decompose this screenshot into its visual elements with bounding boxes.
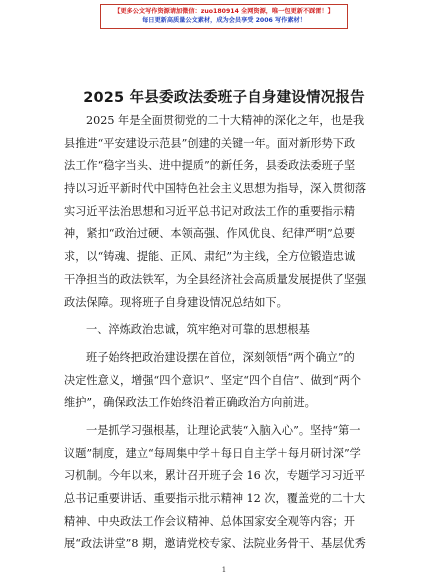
text-line: 县推进“平安建设示范县”创建的关键一年。面对新形势下政 <box>64 136 356 150</box>
paragraph-study <box>64 420 386 556</box>
text-line: 习机制。今年以来，累计召开班子会 16 次，专题学习习近平 <box>64 469 366 483</box>
document-body <box>64 110 386 556</box>
section-heading <box>64 319 386 342</box>
section-heading-text: 一、淬炼政治忠诚，筑牢绝对可靠的思想根基 <box>86 323 310 337</box>
text-line: 展“政法讲堂”8 期，邀请党校专家、法院业务骨干、基层优秀 <box>64 537 366 551</box>
text-line: 精神、中央政法工作会议精神、总体国家安全观等内容；开 <box>64 514 355 528</box>
text-line: 干净担当的政法铁军，为全县经济社会高质量发展提供了坚强 <box>64 272 367 286</box>
paragraph-political <box>64 347 386 415</box>
text-line: 求，以“铸魂、提能、正风、肃纪”为主线，全方位锻造忠诚 <box>64 250 356 264</box>
text-line: 一是抓学习强根基，让理论武装“入脑入心”。坚持“第一 <box>86 423 361 437</box>
text-line: 班子始终把政治建设摆在首位，深刻领悟“两个确立”的 <box>86 350 355 364</box>
paragraph-intro <box>64 110 386 314</box>
promo-banner-line-2: 每日更新高质量公文素材，成为会员享受 2006 写作素材！ <box>142 17 306 24</box>
text-line: 总书记重要讲话、重要指示批示精神 12 次，覆盖党的二十大 <box>64 492 366 505</box>
text-line: 维护”，确保政法工作始终沿着正确政治方向前进。 <box>64 396 316 410</box>
page-number: 1 <box>221 566 227 574</box>
text-line: 持以习近平新时代中国特色社会主义思想为指导，深入贯彻落 <box>64 182 367 196</box>
text-line: 政法保障。现将班子自身建设情况总结如下。 <box>64 295 288 309</box>
text-line: 决定性意义，增强“四个意识”、坚定“四个自信”、做到“两个 <box>64 373 362 387</box>
text-line: 议题”制度，建立“每周集中学＋每日自主学＋每月研讨深”学 <box>64 446 361 460</box>
document-title: 2025 年县委政法委班子自身建设情况报告 <box>83 90 365 106</box>
text-line: 实习近平法治思想和习近平总书记对政法工作的重要指示精 <box>64 204 355 218</box>
promo-banner <box>100 4 348 29</box>
text-line: 神，紧扣“政治过硬、本领高强、作风优良、纪律严明”总要 <box>64 227 356 241</box>
text-line: 2025 年是全面贯彻党的二十大精神的深化之年，也是我 <box>86 114 365 127</box>
promo-banner-line-1: 【更多公文写作资源请加微信：zuo180914 全网资源，唯一包更新不踩雷！】 <box>114 8 334 15</box>
text-line: 法工作“稳字当头、进中提质”的新任务，县委政法委班子坚 <box>64 159 356 173</box>
